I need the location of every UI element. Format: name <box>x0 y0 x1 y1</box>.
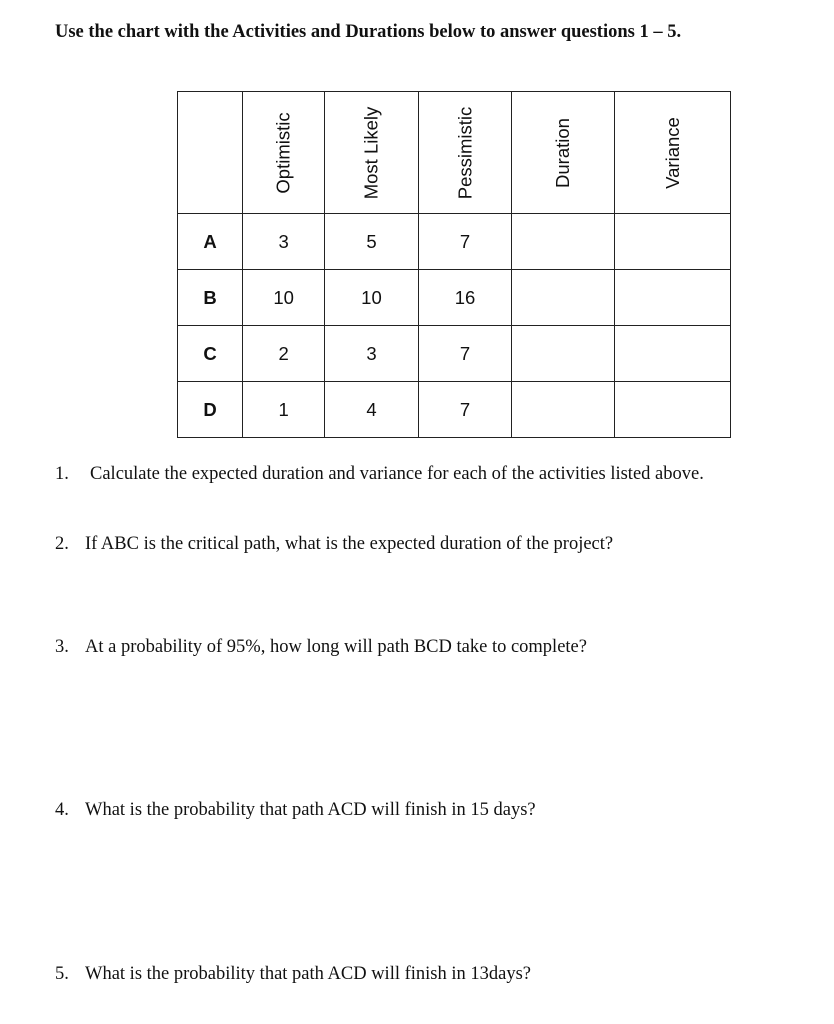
question-1 <box>55 464 704 485</box>
question-3 <box>55 637 587 658</box>
variance-cell <box>615 326 731 382</box>
pessimistic-cell: 7 <box>418 382 512 438</box>
activity-label: C <box>178 326 243 382</box>
pessimistic-cell: 16 <box>418 270 512 326</box>
question-text: Calculate the expected duration and variance for each of the activities listed above. <box>90 464 704 484</box>
optimistic-cell: 2 <box>243 326 325 382</box>
most-likely-cell: 10 <box>325 270 419 326</box>
header-corner <box>178 92 243 214</box>
variance-cell <box>615 270 731 326</box>
most-likely-cell: 4 <box>325 382 419 438</box>
table-row <box>178 382 731 438</box>
activity-label: B <box>178 270 243 326</box>
header-duration: Duration <box>512 92 615 214</box>
question-number: 3. <box>55 637 69 657</box>
pessimistic-cell: 7 <box>418 214 512 270</box>
pessimistic-cell: 7 <box>418 326 512 382</box>
table-row <box>178 214 731 270</box>
duration-cell <box>512 382 615 438</box>
duration-cell <box>512 214 615 270</box>
most-likely-cell: 3 <box>325 326 419 382</box>
activity-label: A <box>178 214 243 270</box>
optimistic-cell: 3 <box>243 214 325 270</box>
duration-cell <box>512 326 615 382</box>
header-pessimistic: Pessimistic <box>418 92 512 214</box>
table-row <box>178 326 731 382</box>
header-variance: Variance <box>615 92 731 214</box>
most-likely-cell: 5 <box>325 214 419 270</box>
table-header-row <box>178 92 731 214</box>
question-2 <box>55 534 613 555</box>
optimistic-cell: 10 <box>243 270 325 326</box>
question-number: 5. <box>55 964 69 984</box>
question-5 <box>55 964 531 985</box>
header-optimistic: Optimistic <box>243 92 325 214</box>
table-row <box>178 270 731 326</box>
page-title: Use the chart with the Activities and Durations below to answer questions 1 – 5. <box>55 22 682 42</box>
duration-cell <box>512 270 615 326</box>
activity-label: D <box>178 382 243 438</box>
variance-cell <box>615 382 731 438</box>
question-number: 2. <box>55 534 69 554</box>
activity-table <box>177 91 731 438</box>
question-4 <box>55 800 536 821</box>
optimistic-cell: 1 <box>243 382 325 438</box>
question-text: At a probability of 95%, how long will path BCD take to complete? <box>85 637 587 657</box>
variance-cell <box>615 214 731 270</box>
question-number: 1. <box>55 464 69 484</box>
question-number: 4. <box>55 800 69 820</box>
question-text: What is the probability that path ACD will finish in 15 days? <box>85 800 536 820</box>
header-most-likely: Most Likely <box>325 92 419 214</box>
question-text: If ABC is the critical path, what is the expected duration of the project? <box>85 534 614 554</box>
question-text: What is the probability that path ACD will finish in 13days? <box>85 964 531 984</box>
